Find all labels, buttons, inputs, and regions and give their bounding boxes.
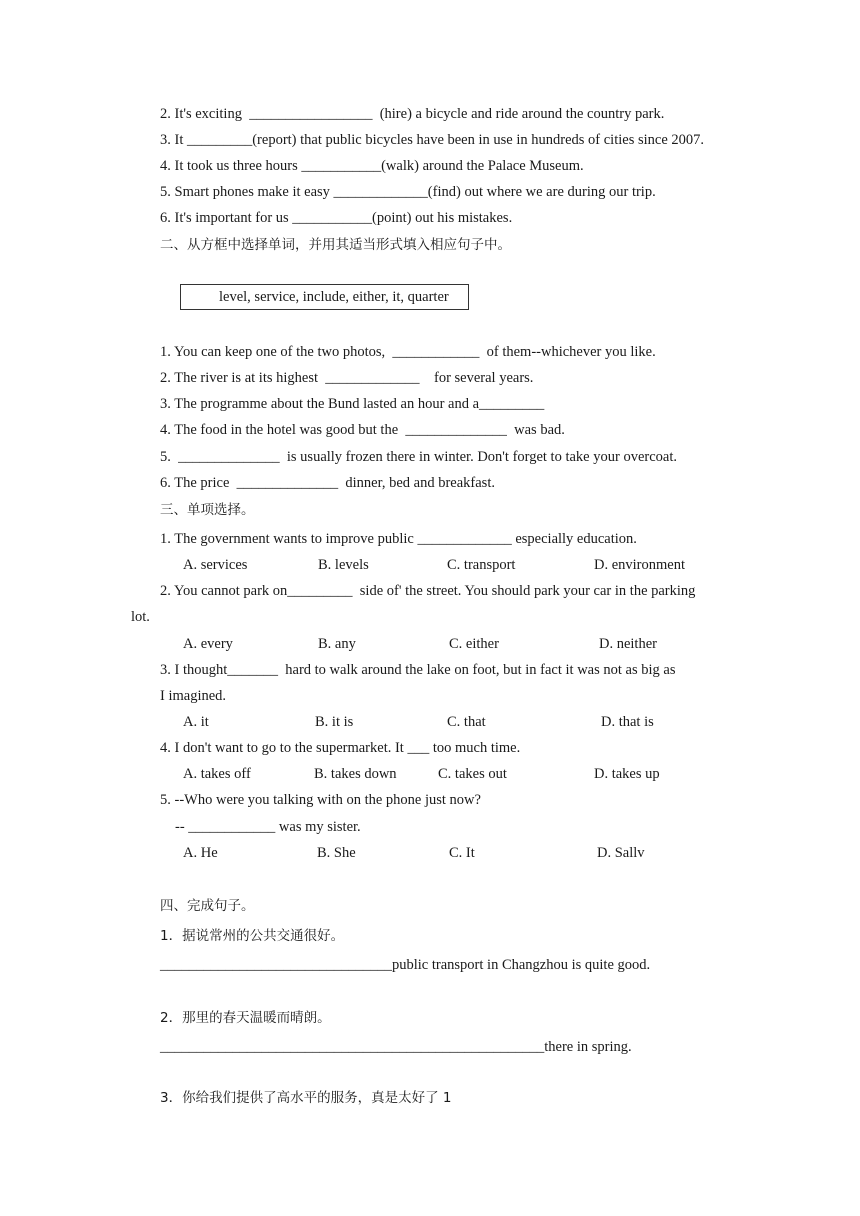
q5-stem-cont: -- ____________ was my sister. <box>175 819 361 835</box>
q2-stem-cont: lot. <box>131 609 150 625</box>
q2-option-a: A. every <box>183 636 233 652</box>
s4-item-2-prompt: 2．那里的春天温暖而晴朗。 <box>160 1010 331 1026</box>
s4-item-1-answer: ________________________________public transport in Changzhou is quite good. <box>160 957 651 973</box>
q5-option-d: D. Sallv <box>597 845 645 861</box>
q1-option-d: D. environment <box>594 557 686 573</box>
s1-item-5: 5. Smart phones make it easy _____________(find) out where we are during our trip. <box>160 184 656 200</box>
q3-stem-cont: I imagined. <box>160 688 227 704</box>
section-4-heading: 四、完成句子。 <box>160 898 255 914</box>
section-2-heading: 二、从方框中选择单词，并用其适当形式填入相应句子中。 <box>160 237 511 253</box>
s1-item-4: 4. It took us three hours ___________(walk) around the Palace Museum. <box>160 158 584 174</box>
s1-item-6: 6. It's important for us ___________(point) out his mistakes. <box>160 210 513 226</box>
q4-option-c: C. takes out <box>438 766 507 782</box>
s2-item-3: 3. The programme about the Bund lasted an hour and a_________ <box>160 396 545 412</box>
section-3-heading: 三、单项选择。 <box>160 502 255 518</box>
s2-item-6: 6. The price ______________ dinner, bed and breakfast. <box>160 475 495 491</box>
s4-item-2-answer: _____________________________________________________there in spring. <box>160 1039 632 1055</box>
q3-stem: 3. I thought_______ hard to walk around the lake on foot, but in fact it was not as big as <box>160 662 676 678</box>
q1-stem: 1. The government wants to improve public _____________ especially education. <box>160 531 637 547</box>
s2-item-1: 1. You can keep one of the two photos, ____________ of them--whichever you like. <box>160 344 656 360</box>
word-box <box>180 284 469 310</box>
q2-option-b: B. any <box>318 636 356 652</box>
s1-item-2: 2. It's exciting _________________ (hire) a bicycle and ride around the country park. <box>160 106 665 122</box>
q1-option-a: A. services <box>183 557 248 573</box>
q5-option-b: B. She <box>317 845 356 861</box>
q3-option-b: B. it is <box>315 714 354 730</box>
q5-stem: 5. --Who were you talking with on the phone just now? <box>160 792 481 808</box>
q4-option-b: B. takes down <box>314 766 397 782</box>
q5-option-a: A. He <box>183 845 218 861</box>
q2-option-c: C. either <box>449 636 499 652</box>
q1-option-b: B. levels <box>318 557 369 573</box>
s2-item-4: 4. The food in the hotel was good but the ______________ was bad. <box>160 422 565 438</box>
s4-item-3-prompt: 3．你给我们提供了高水平的服务，真是太好了 1 <box>160 1090 452 1106</box>
q3-option-a: A. it <box>183 714 209 730</box>
word-box-words: level, service, include, either, it, quarter <box>219 289 449 305</box>
q1-option-c: C. transport <box>447 557 516 573</box>
q4-stem: 4. I don't want to go to the supermarket. It ___ too much time. <box>160 740 521 756</box>
q4-option-d: D. takes up <box>594 766 660 782</box>
s1-item-3: 3. It _________(report) that public bicycles have been in use in hundreds of cities since 2007. <box>160 132 705 148</box>
q5-option-c: C. It <box>449 845 475 861</box>
q2-option-d: D. neither <box>599 636 657 652</box>
q3-option-c: C. that <box>447 714 486 730</box>
s2-item-2: 2. The river is at its highest _____________ for several years. <box>160 370 534 386</box>
q2-stem: 2. You cannot park on_________ side of' the street. You should park your car in the parking <box>160 583 696 599</box>
q4-option-a: A. takes off <box>183 766 251 782</box>
s2-item-5: 5. ______________ is usually frozen there in winter. Don't forget to take your overcoat. <box>160 449 677 465</box>
s4-item-1-prompt: 1．据说常州的公共交通很好。 <box>160 928 345 944</box>
q3-option-d: D. that is <box>601 714 654 730</box>
